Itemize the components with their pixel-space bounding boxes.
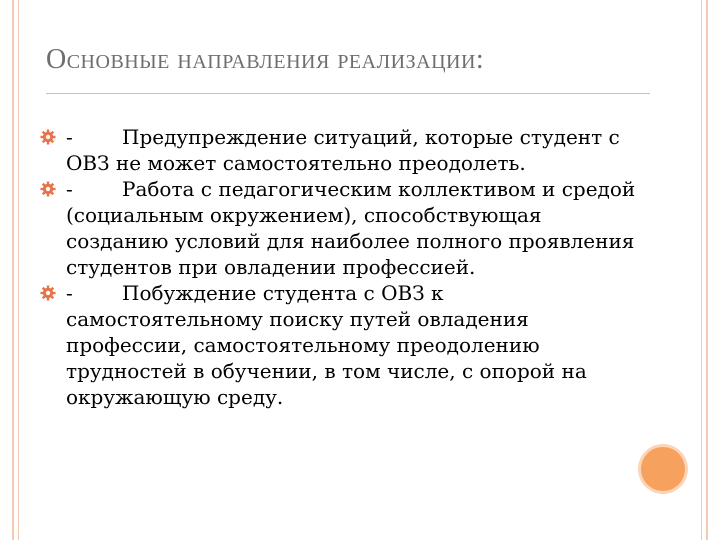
bullet-item (40, 176, 640, 280)
title-divider (46, 93, 650, 94)
bullet-text: Предупреждение ситуаций, которые студент с ОВЗ не может самостоятельно преодолеть. (66, 125, 620, 175)
bullet-text: Побуждение студента с ОВЗ к самостоятельному поиску путей овладения профессии, самостоятельному преодолению трудностей в обучении, в том числе, с опорой на окружающую среду. (66, 281, 587, 409)
bullet-marker: - (66, 281, 73, 305)
bullet-item (40, 124, 640, 176)
bullet-item (40, 280, 640, 410)
bullet-text: Работа с педагогическим коллективом и средой (социальным окружением), способствующая созданию условий для наиболее полного проявления студентов при овладении профессией. (66, 177, 636, 279)
gear-icon (40, 181, 56, 197)
bullet-marker: - (66, 125, 73, 149)
gear-icon (40, 129, 56, 145)
bullet-marker: - (66, 177, 73, 201)
slide-title: Основные направления реализации: (46, 44, 485, 75)
gear-icon (40, 285, 56, 301)
bullet-list (40, 124, 640, 410)
decorative-circle (641, 447, 685, 491)
